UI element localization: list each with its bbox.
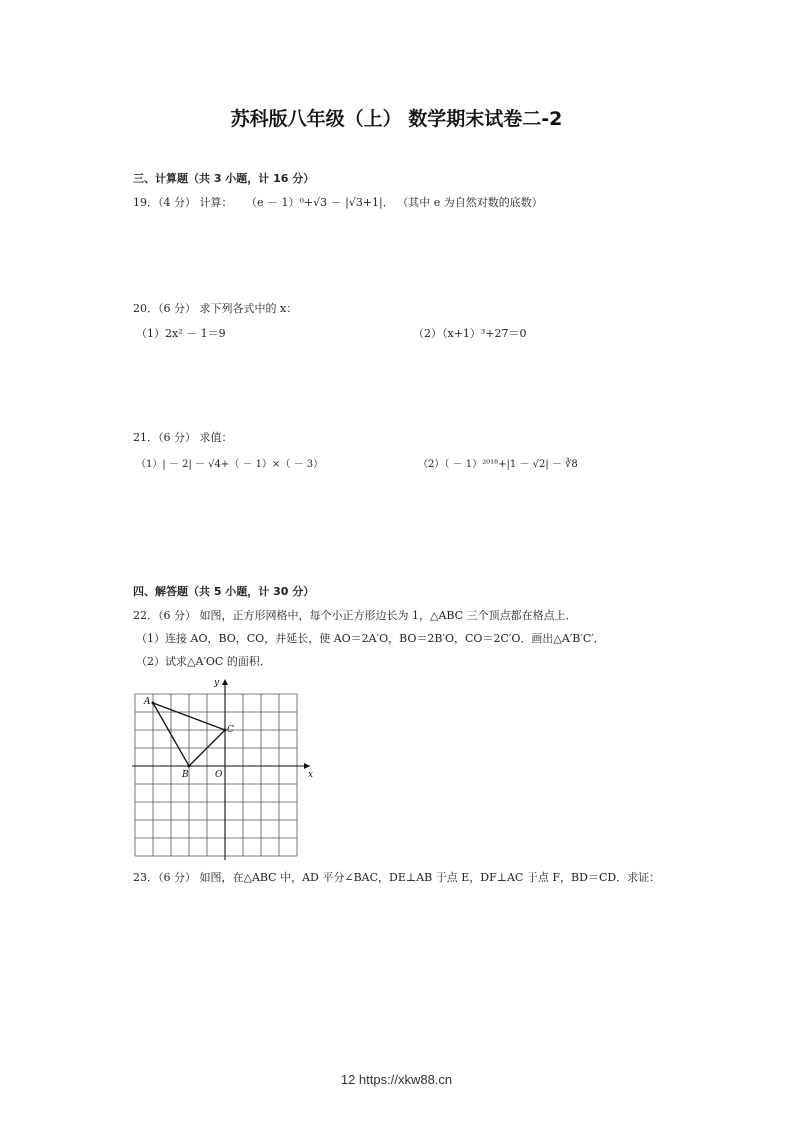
x-axis-arrow — [304, 763, 310, 769]
vertex-a — [152, 702, 155, 705]
question-21-prompt: 21．（6 分） 求值： — [133, 431, 233, 444]
label-x: x — [308, 770, 314, 780]
coordinate-grid — [132, 676, 322, 861]
question-20-part-1: （1）2x² － 1＝9 — [136, 327, 226, 340]
label-b: B — [182, 770, 189, 780]
q19-expression: （e － 1）⁰+√3 － |√3+1|． — [246, 196, 394, 209]
label-a: A — [144, 697, 151, 707]
vertex-b — [188, 765, 191, 768]
question-23-prompt: 23．（6 分） 如图，在△ABC 中，AD 平分∠BAC，DE⊥AB 于点 E，DF⊥AC 于点 F，BD＝CD．求证： — [133, 871, 661, 884]
question-20-prompt: 20．（6 分） 求下列各式中的 x： — [133, 302, 298, 315]
label-c: C — [227, 725, 234, 735]
page-footer: 12 https://xkw88.cn — [340, 1072, 453, 1087]
question-21-part-2: （2）（ － 1）²⁰¹⁸+|1 － √2| － ∛8 — [418, 459, 578, 470]
grid-figure — [132, 676, 322, 865]
y-axis-arrow — [222, 679, 228, 685]
question-22-part-2: （2）试求△A′OC 的面积． — [136, 655, 271, 668]
section-3-heading: 三、计算题（共 3 小题，计 16 分） — [133, 172, 315, 185]
question-21-part-1: （1）| － 2| － √4+（ － 1）×（ － 3） — [136, 459, 324, 470]
question-19 — [133, 194, 543, 210]
q19-prefix: 19．（4 分） 计算： — [133, 196, 233, 209]
question-22-prompt: 22．（6 分） 如图，正方形网格中，每个小正方形边长为 1，△ABC 三个顶点都在格点上． — [133, 609, 577, 622]
label-y: y — [214, 678, 220, 688]
question-22-part-1: （1）连接 AO，BO，CO，并延长，使 AO＝2A′O，BO＝2B′O，CO＝2C′O．画出△A′B′C′． — [136, 632, 605, 645]
q19-note: （其中 e 为自然对数的底数） — [397, 196, 543, 209]
section-4-heading: 四、解答题（共 5 小题，计 30 分） — [133, 585, 315, 598]
label-o: O — [215, 770, 223, 780]
question-20-part-2: （2）（x+1）³+27＝0 — [413, 327, 527, 340]
page-title: 苏科版八年级（上） 数学期末试卷二-2 — [230, 108, 563, 130]
